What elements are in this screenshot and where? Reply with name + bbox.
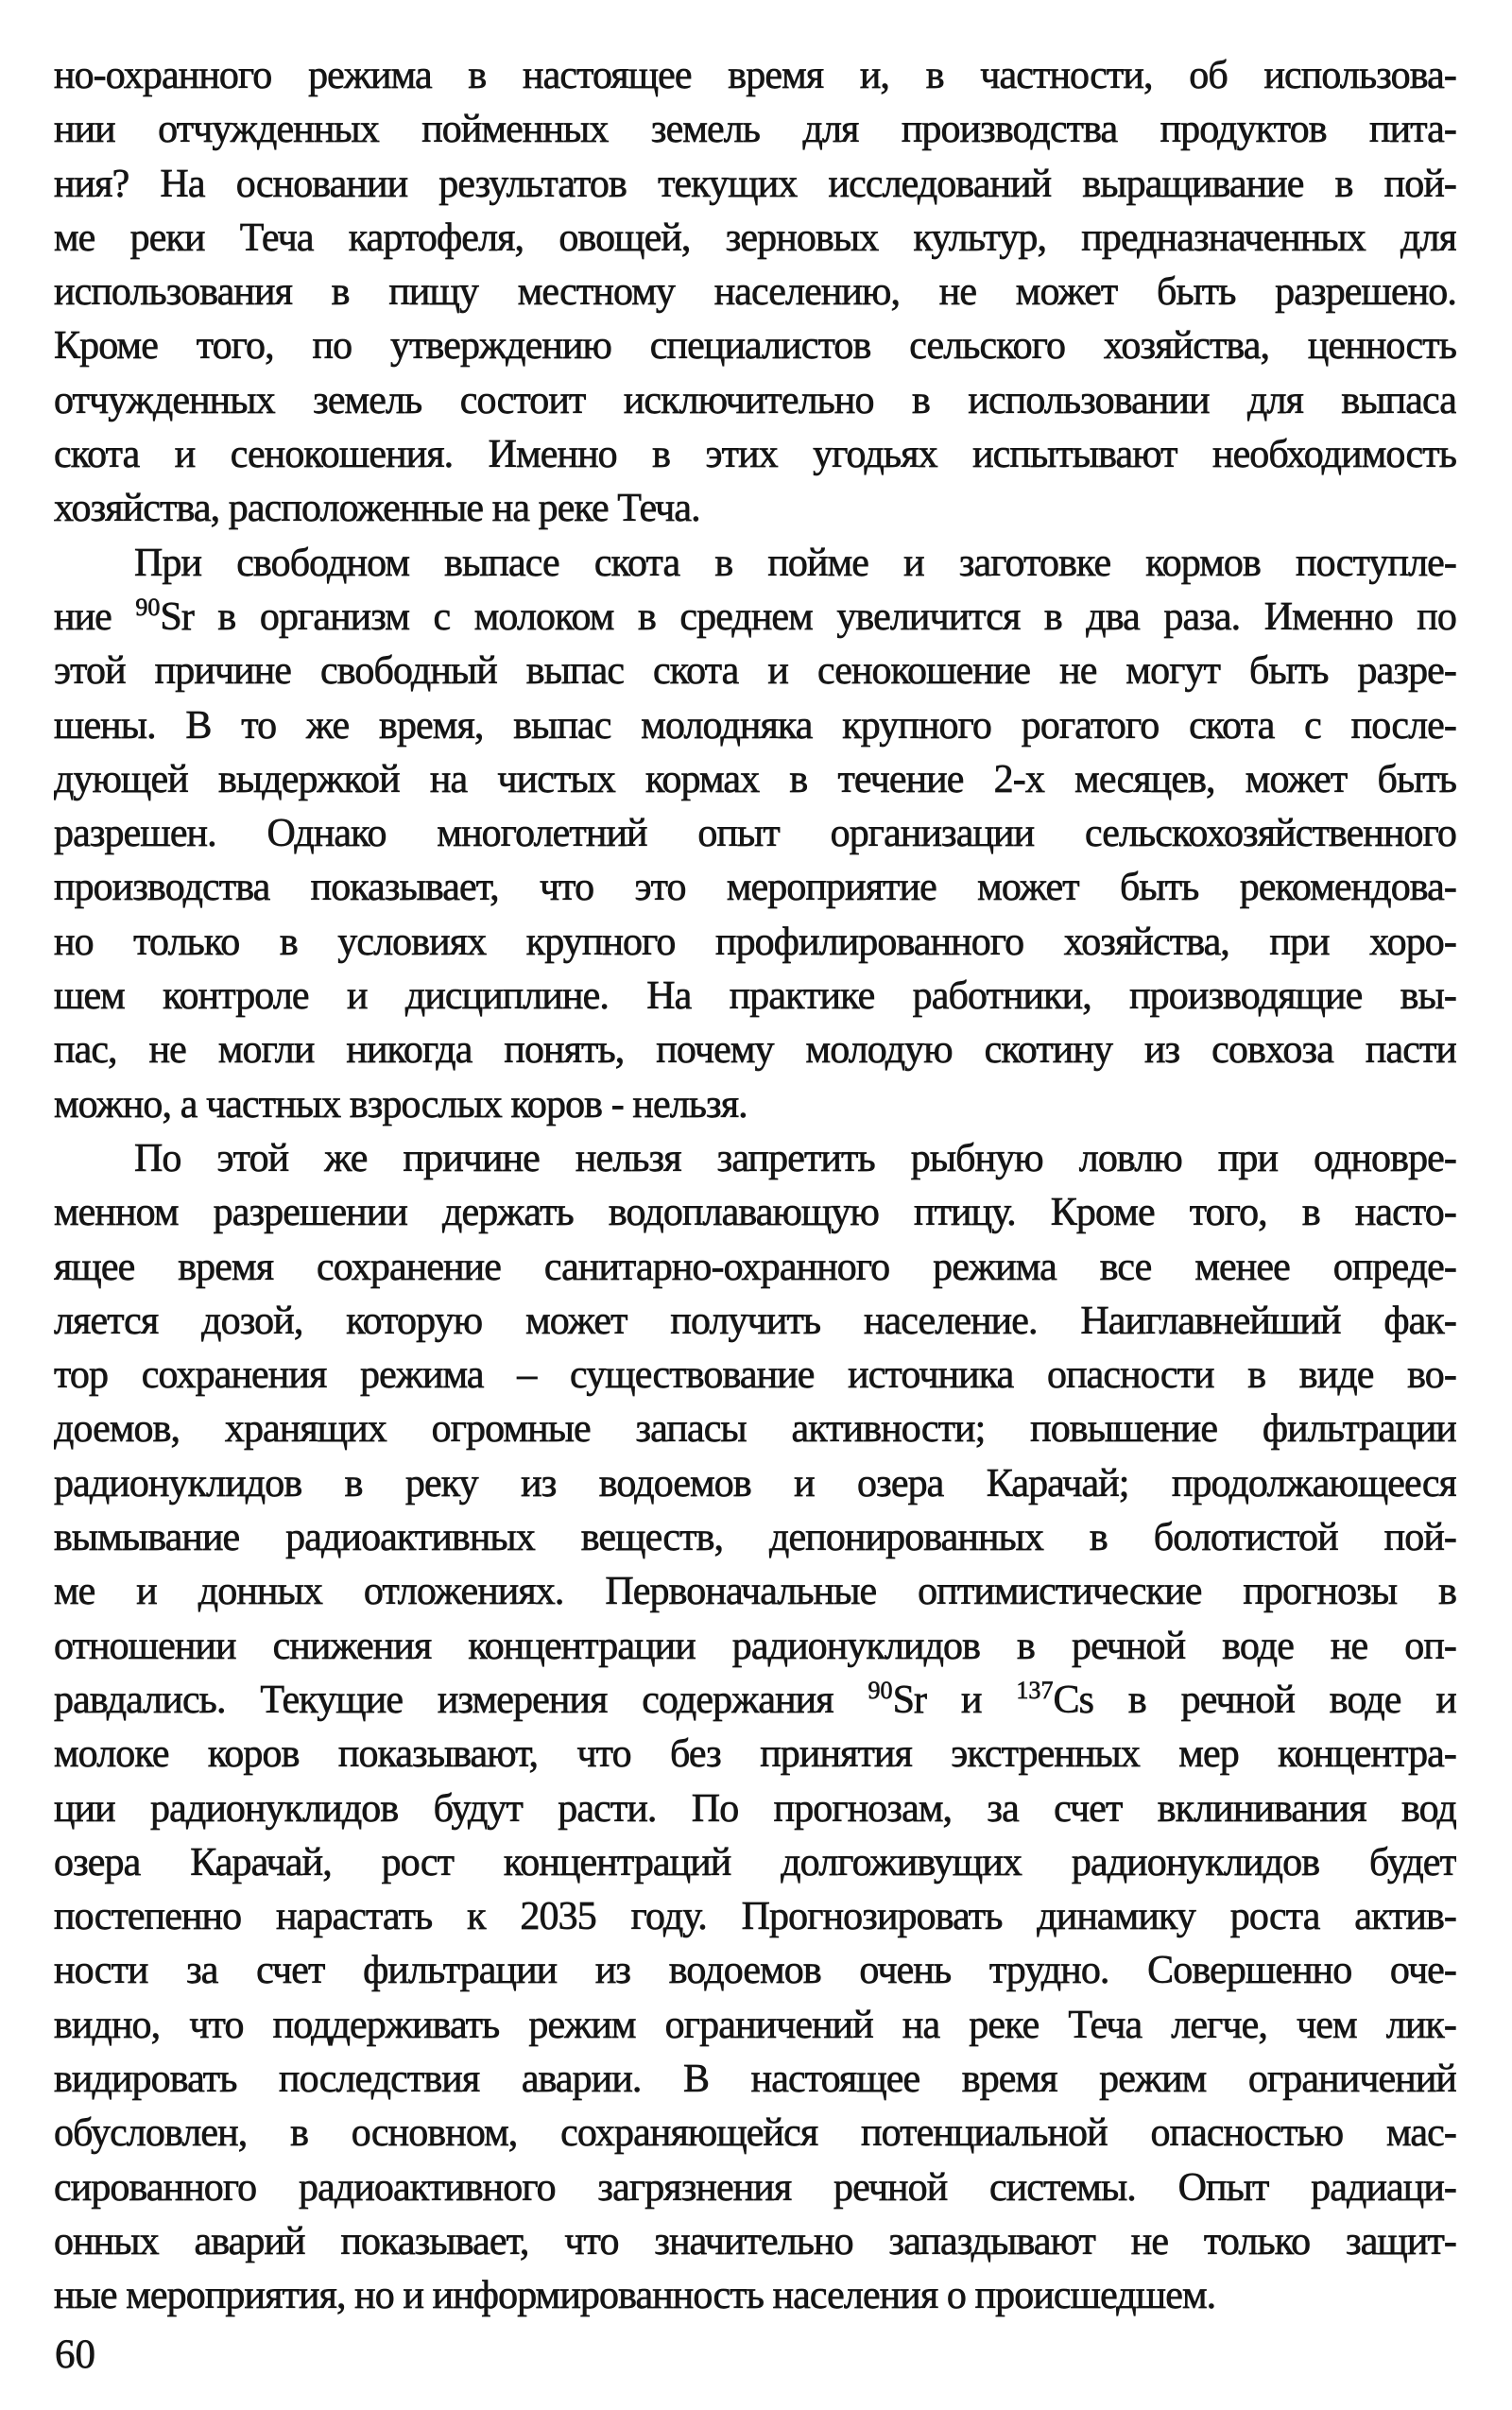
page-number: 60 [55, 2333, 95, 2377]
text-line: можно, а частных взрослых коров - нельзя. [54, 1082, 747, 1127]
text-line: скота и сенокошения. Именно в этих угодьях испытывают необходимость [54, 433, 1456, 477]
text-line: равдались. Текущие измерения содержания $^{90}$Sr и $^{137}$Cs в речной воде и [54, 1676, 1456, 1722]
text-line: этой причине свободный выпас скота и сенокошение не могут быть разре- [54, 649, 1456, 694]
text-line: шем контроле и дисциплине. На практике работники, производящие вы- [54, 974, 1456, 1019]
text-line: но-охранного режима в настоящее время и, в частности, об использова- [54, 54, 1456, 97]
text-line: сированного радиоактивного загрязнения речной системы. Опыт радиаци- [54, 2165, 1456, 2210]
text-line: менном разрешении держать водоплавающую птицу. Кроме того, в насто- [54, 1191, 1456, 1235]
paragraph [54, 1132, 1456, 2324]
text-line: шены. В то же время, выпас молодняка крупного рогатого скота с после- [54, 703, 1456, 748]
text-line: доемов, хранящих огромные запасы активности; повышение фильтрации [54, 1407, 1456, 1452]
text-line: использования в пищу местному населению, не может быть разрешено. [54, 270, 1456, 315]
text-line: разрешен. Однако многолетний опыт организации сельскохозяйственного [54, 812, 1456, 856]
text-line: ности за счет фильтрации из водоемов очень трудно. Совершенно оче- [54, 1949, 1456, 1993]
text-line: онных аварий показывает, что значительно запаздывают не только защит- [54, 2219, 1456, 2264]
text-line: вымывание радиоактивных веществ, депонированных в болотистой пой- [54, 1516, 1456, 1560]
text-line: производства показывает, что это мероприятие может быть рекомендова- [54, 866, 1456, 910]
text-line: хозяйства, расположенные на реке Теча. [54, 487, 700, 531]
isotope-mass-superscript: 90 [135, 593, 161, 621]
text-line: ния? На основании результатов текущих исследований выращивание в пой- [54, 162, 1456, 206]
body-text [54, 49, 1456, 2323]
text-line: По этой же причине нельзя запретить рыбную ловлю при одновре- [134, 1136, 1456, 1180]
text-line: обусловлен, в основном, сохраняющейся потенциальной опасностью мас- [54, 2111, 1456, 2156]
text-line: ме реки Теча картофеля, овощей, зерновых культур, предназначенных для [54, 215, 1456, 260]
text-line: пас, не могли никогда понять, почему молодую скотину из совхоза пасти [54, 1028, 1456, 1073]
text-line: ные мероприятия, но и информированность населения о происшедшем. [54, 2274, 1216, 2318]
text-line: ящее время сохранение санитарно-охранного режима все менее опреде- [54, 1245, 1456, 1289]
text-line: озера Карачай, рост концентраций долгоживущих радионуклидов будет [54, 1840, 1456, 1885]
text-line: постепенно нарастать к 2035 году. Прогнозировать динамику роста актив- [54, 1895, 1456, 1939]
paragraph [54, 49, 1456, 537]
text-line: ме и донных отложениях. Первоначальные оптимистические прогнозы в [54, 1570, 1456, 1614]
paragraph [54, 537, 1456, 1132]
isotope-mass-superscript: 90 [868, 1676, 893, 1704]
text-line: ции радионуклидов будут расти. По прогнозам, за счет вклинивания вод [54, 1786, 1456, 1831]
text-line: дующей выдержкой на чистых кормах в течение 2-х месяцев, может быть [54, 757, 1456, 801]
text-line: ние $^{90}$Sr в организм с молоком в среднем увеличится в два раза. Именно по [54, 593, 1456, 639]
text-line: тор сохранения режима – существование источника опасности в виде во- [54, 1353, 1456, 1398]
text-line: Кроме того, по утверждению специалистов сельского хозяйства, ценность [54, 324, 1456, 369]
text-line: ляется дозой, которую может получить население. Наиглавнейший фак- [54, 1299, 1456, 1343]
text-line: отношении снижения концентрации радионуклидов в речной воде не оп- [54, 1624, 1456, 1668]
text-line: видировать последствия аварии. В настоящее время режим ограничений [54, 2057, 1456, 2101]
text-line: нии отчужденных пойменных земель для производства продуктов пита- [54, 108, 1456, 152]
text-line: молоке коров показывают, что без принятия экстренных мер концентра- [54, 1732, 1456, 1777]
text-line: При свободном выпасе скота в пойме и заготовке кормов поступле- [134, 541, 1456, 585]
text-line: радионуклидов в реку из водоемов и озера Карачай; продолжающееся [54, 1461, 1456, 1506]
text-line: отчужденных земель состоит исключительно в использовании для выпаса [54, 378, 1456, 422]
isotope-mass-superscript: 137 [1016, 1676, 1054, 1704]
text-line: но только в условиях крупного профилированного хозяйства, при хоро- [54, 920, 1456, 964]
text-line: видно, что поддерживать режим ограничений на реке Теча легче, чем лик- [54, 2003, 1456, 2047]
